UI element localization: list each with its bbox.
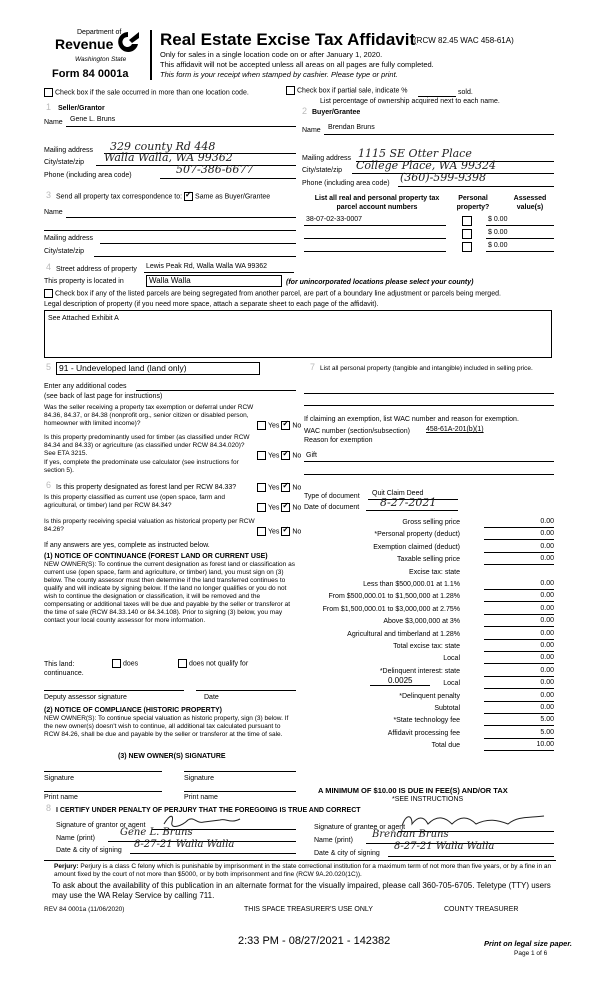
parcel-line-3: [304, 251, 446, 252]
notice-continuance-body: NEW OWNER(S): To continue the current designation as forest land or classification as current use (open space, farm and agriculture, or timber) land, you must sign on (3) below. The county assessor must then determine if the land transferred continues to qualify and will indicate by signing below. If the land no longer qualifies or you do not wish to continue the designation or classification, it will be removed and the compensating or additional taxes will be due and payable by the seller or transferor at the time of sale (RCW 84.33.140 or 84.34.108). Prior to signing (3) below, you may contact your local county assessor for more information.: [44, 561, 295, 624]
calc-row-value[interactable]: 0.00: [540, 617, 554, 625]
calc-row-label: Gross selling price: [402, 519, 460, 526]
exemption-reason[interactable]: Gift: [306, 452, 317, 459]
seller-name-line: [66, 126, 296, 127]
seller-heading: Seller/Grantor: [58, 105, 105, 112]
calc-row-value[interactable]: 0.00: [540, 542, 554, 550]
value-line-3: [486, 251, 554, 252]
see-instructions: *SEE INSTRUCTIONS: [392, 796, 464, 803]
calc-row-value[interactable]: 0.00: [540, 518, 554, 525]
county-treasurer: COUNTY TREASURER: [444, 906, 519, 913]
section-8-number: 8: [46, 803, 52, 813]
section-2-number: 2: [302, 106, 308, 116]
grantor-date-label: Date & city of signing: [56, 847, 122, 854]
personal-property-checkbox-3[interactable]: [462, 242, 472, 252]
calc-row-line: [484, 589, 554, 590]
buyer-mailing[interactable]: 1115 SE Otter Place: [358, 147, 472, 160]
calc-row-line: [484, 676, 554, 677]
reason-label: Reason for exemption: [304, 437, 373, 444]
calc-local-value[interactable]: 0.00: [540, 654, 554, 662]
calc-row-label: *Personal property (deduct): [374, 531, 460, 539]
calc-row-label: *Delinquent penalty: [399, 692, 460, 700]
grantor-date-line: [130, 853, 296, 854]
same-as-buyer-checkbox[interactable]: [184, 192, 193, 201]
calc-row-line: [484, 750, 554, 751]
calc-row-label: *Delinquent interest: state: [379, 667, 460, 675]
does-not-qualify-checkbox[interactable]: [178, 659, 187, 668]
calc-row-value[interactable]: 0.00: [540, 666, 554, 674]
new-owner-sig-heading: (3) NEW OWNER(S) SIGNATURE: [118, 753, 226, 760]
pct-note: List percentage of ownership acquired next to each name.: [320, 98, 500, 105]
segregated-checkbox[interactable]: [44, 289, 53, 298]
doc-date-label: Date of document: [304, 504, 360, 511]
seller-mailing[interactable]: 329 county Rd 448: [110, 140, 216, 153]
historic-answer: Yes ✓ No: [257, 527, 301, 536]
street-label: Street address of property: [56, 266, 137, 273]
buyer-city[interactable]: College Place, WA 99324: [356, 159, 496, 172]
calc-row-line: [484, 552, 554, 553]
grantee-sig-label: Signature of grantee or agent: [314, 824, 406, 831]
owner-sig-line-1: [44, 771, 162, 772]
land-use-select[interactable]: 91 - Undeveloped land (land only): [56, 362, 260, 375]
calc-row-value[interactable]: 10.00: [536, 741, 554, 749]
owner-sig-label-2: Signature: [184, 775, 214, 782]
deputy-date-line: [196, 690, 296, 691]
partial-sold-label: sold.: [458, 89, 473, 96]
header-sub1: Only for sales in a single location code on or after January 1, 2020.: [160, 50, 383, 59]
calc-row-line: [484, 713, 554, 714]
section7-line-2: [304, 405, 554, 406]
legal-size-note: Print on legal size paper.: [484, 939, 572, 948]
buyer-name-label: Name: [302, 127, 321, 134]
section-5-number: 5: [46, 362, 52, 372]
calc-row-line: [484, 639, 554, 640]
buyer-name[interactable]: Brendan Bruns: [328, 124, 375, 131]
correspondence-label: Send all property tax correspondence to: ✓ Same as Buyer/Grantee: [56, 192, 270, 201]
calc-row-label: From $500,000.01 to $1,500,000 at 1.28%: [328, 593, 460, 601]
parcel-number-1[interactable]: 38-07-02-33-0007: [306, 216, 363, 223]
header-divider: [150, 30, 152, 80]
forest-question: Is this property designated as forest land per RCW 84.33?: [56, 484, 237, 491]
street-line: [144, 272, 294, 273]
logo-dept: Department of: [77, 29, 122, 36]
owner-print-label-2: Print name: [184, 794, 218, 801]
buyer-phone-label: Phone (including area code): [302, 180, 390, 187]
doc-type[interactable]: Quit Claim Deed: [372, 490, 424, 497]
grantee-name[interactable]: Brendan Bruns: [372, 829, 449, 840]
notice-continuance-heading: (1) NOTICE OF CONTINUANCE (FOREST LAND OR CURRENT USE): [44, 553, 268, 560]
calc-row-line: [484, 725, 554, 726]
calc-row-line: [484, 527, 554, 528]
minimum-due: A MINIMUM OF $10.00 IS DUE IN FEE(S) AND/OR TAX: [318, 786, 508, 795]
corr-name-line: [66, 217, 296, 218]
seller-phone[interactable]: 507-386-6677: [176, 163, 254, 176]
calc-local-line: [484, 663, 554, 664]
legal-label: Legal description of property (if you need more space, attach a separate sheet to each page of the affidavit).: [44, 301, 379, 308]
deputy-sig-label: Deputy assessor signature: [44, 694, 127, 701]
personal-property-checkbox-2[interactable]: [462, 229, 472, 239]
calc-row-line: [484, 601, 554, 602]
buyer-city-label: City/state/zip: [302, 167, 343, 174]
calc-row-value[interactable]: 0.00: [540, 691, 554, 699]
form-title: Real Estate Excise Tax Affidavit: [160, 30, 416, 49]
codes-instr: (see back of last page for instructions): [44, 393, 163, 400]
seller-mailing-label: Mailing address: [44, 147, 94, 154]
additional-codes-label: Enter any additional codes: [44, 383, 127, 390]
street-address[interactable]: Lewis Peak Rd, Walla Walla WA 99362: [146, 263, 267, 270]
value-line-2: [486, 238, 554, 239]
seller-name[interactable]: Gene L. Bruns: [70, 116, 116, 123]
seller-city[interactable]: Walla Walla, WA 99362: [104, 151, 233, 164]
current-use-question: Is this property classified as current use (open space, farm and agricultural, or timber) land per RCW 84.34?: [44, 494, 226, 509]
multi-location-check[interactable]: Check box if the sale occurred in more than one location code.: [44, 88, 249, 97]
q2-answer: Yes ✓ No: [257, 451, 301, 460]
rev-number: REV 84 0001a (11/06/2020): [44, 906, 125, 913]
calc-row-value[interactable]: 0.00: [540, 580, 554, 587]
calc-row-value[interactable]: 0.00: [540, 530, 554, 538]
calc-row-label: Less than $500,000.01 at 1.1%: [363, 581, 460, 588]
parcel-line-1: [304, 225, 446, 226]
assessed-value-2[interactable]: $ 0.00: [488, 229, 508, 236]
historic-question: Is this property receiving special valuation as historical property per RCW 84.26?: [44, 518, 255, 533]
parcel-col1: List all real and personal property tax parcel account numbers: [314, 195, 440, 211]
partial-sale-check[interactable]: Check box if partial sale, indicate %: [286, 86, 408, 95]
section-4-number: 4: [46, 262, 52, 272]
current-use-no-checkbox[interactable]: [281, 503, 290, 512]
deputy-date-label: Date: [204, 694, 219, 701]
partial-sale-checkbox[interactable]: [286, 86, 295, 95]
calc-row-value[interactable]: 0.00: [540, 704, 554, 711]
calc-row-line: [484, 651, 554, 652]
calc-row-label: Total due: [431, 742, 460, 750]
notice-compliance-heading: (2) NOTICE OF COMPLIANCE (HISTORIC PROPERTY): [44, 707, 222, 714]
grantee-date-line: [388, 856, 554, 857]
wac-label: WAC number (section/subsection): [304, 428, 410, 435]
reason-line-1: [304, 461, 554, 462]
buyer-mailing-label: Mailing address: [302, 155, 352, 162]
calc-row-value[interactable]: 0.00: [540, 555, 554, 563]
corr-mailing-line: [100, 243, 296, 244]
perjury-notice: Perjury: Perjury is a class C felony which is punishable by imprisonment in the state correctional institution for a maximum term of not more than five years, or by a fine in an amount fixed by the court of not more than $5000, or by both imprisonment and fine (RCW 9A.20.020(1C)).: [54, 863, 552, 878]
calc-row-label: Local: [443, 680, 460, 688]
does-check: does: [112, 659, 138, 668]
corr-mailing-label: Mailing address: [44, 235, 94, 242]
local-rate[interactable]: 0.0025: [388, 676, 413, 685]
historic-no-checkbox[interactable]: [281, 527, 290, 536]
doc-type-label: Type of document: [304, 493, 360, 500]
parcel-col2: Personal property?: [456, 195, 490, 211]
corr-name-line2: [44, 230, 296, 231]
forest-answer: Yes ✓ No: [257, 483, 301, 492]
calc-row-line: [484, 738, 554, 739]
forest-no-checkbox[interactable]: [281, 483, 290, 492]
exemption-question: Was the seller receiving a property tax exemption or deferral under RCW 84.36, 84.37, or 84.38 (nonprofit org., senior citizen or disabled person, homeowner with limited income)?: [44, 404, 254, 427]
section-3-number: 3: [46, 190, 52, 200]
buyer-heading: Buyer/Grantee: [312, 109, 361, 116]
logo-state: Washington State: [75, 56, 127, 63]
reason-line-2: [304, 474, 554, 475]
additional-codes-line: [136, 390, 296, 391]
page-number: Page 1 of 6: [514, 950, 548, 957]
located-label: This property is located in: [44, 278, 124, 285]
calc-row-value[interactable]: 0.00: [540, 642, 554, 649]
seller-name-label: Name: [44, 119, 63, 126]
doc-date[interactable]: 8-27-2021: [380, 496, 437, 509]
calc-row-line: [484, 688, 554, 689]
q1-yes-checkbox[interactable]: [257, 421, 266, 430]
calc-row-line: [484, 539, 554, 540]
calc-row-label: Affidavit processing fee: [387, 729, 460, 737]
buyer-phone-line: [398, 186, 554, 187]
owner-sig-label-1: Signature: [44, 775, 74, 782]
section-7-number: 7: [310, 362, 316, 372]
wac-number[interactable]: 458-61A-201(b)(1): [426, 426, 484, 433]
calc-row-label: From $1,500,000.01 to $3,000,000 at 2.75%: [322, 605, 460, 613]
timber-if-yes: If yes, complete the predominate use calculator (see instructions for section 5).: [44, 459, 239, 474]
local-rate-line: [370, 685, 430, 686]
parcel-col3: Assessed value(s): [513, 195, 547, 211]
owner-print-line-1: [44, 791, 162, 792]
continuance-label: continuance.: [44, 670, 84, 677]
owner-print-label-1: Print name: [44, 794, 78, 801]
exemption-label: If claiming an exemption, list WAC number and reason for exemption.: [304, 416, 519, 423]
q2-yes-checkbox[interactable]: [257, 451, 266, 460]
section-1-number: 1: [46, 102, 52, 112]
section7-line-1: [304, 393, 554, 394]
calc-row-label: Total excise tax: state: [393, 643, 460, 650]
header-sub2: This affidavit will not be accepted unless all areas on all pages are fully completed.: [160, 60, 434, 69]
calc-local-label: Local: [443, 655, 460, 663]
calc-row-label: *State technology fee: [393, 717, 460, 725]
current-use-answer: Yes ✓ No: [257, 503, 301, 512]
grantee-name-label: Name (print): [314, 837, 353, 844]
personal-property-checkbox-1[interactable]: [462, 216, 472, 226]
alt-format-notice: To ask about the availability of this publication in an alternate format for the visually impaired, please call 360-705-6705. Teletype (TTY) users may use the WA Relay Service by calling 711.: [52, 881, 551, 900]
buyer-phone[interactable]: (360)-599-9398: [400, 171, 487, 184]
seller-phone-line: [160, 178, 296, 179]
calc-row-value[interactable]: 0.00: [540, 679, 554, 687]
receipt-stamp: 2:33 PM - 08/27/2021 - 142382: [238, 935, 391, 947]
calc-row-value[interactable]: 0.00: [540, 629, 554, 637]
notice-compliance-body: NEW OWNER(S): To continue special valuation as historic property, sign (3) below. If the new owner(s) doesn't wish to continue, all additional tax calculated pursuant to RCW 84.26, shall be due and payable by the seller or transferor at the time of sale.: [44, 715, 289, 738]
assessed-value-1[interactable]: $ 0.00: [488, 216, 508, 223]
buyer-name-line: [324, 134, 554, 135]
corr-city-line: [94, 256, 296, 257]
calc-row-value[interactable]: 5.00: [540, 716, 554, 724]
value-line-1: [486, 225, 554, 226]
footer-divider: [44, 860, 556, 861]
multi-location-checkbox[interactable]: [44, 88, 53, 97]
calc-row-label: Above $3,000,000 at 3%: [383, 618, 460, 626]
does-not-check: does not qualify for: [178, 659, 248, 668]
calc-row-label: Excise tax: state: [409, 568, 460, 576]
assessed-value-3[interactable]: $ 0.00: [488, 242, 508, 249]
calc-row-value[interactable]: 5.00: [540, 728, 554, 736]
calc-row-label: Taxable selling price: [396, 556, 460, 564]
calc-row-value[interactable]: 0.00: [540, 604, 554, 612]
q1-answer: Yes ✓ No: [257, 421, 301, 430]
owner-print-line-2: [184, 791, 296, 792]
section-6-number: 6: [46, 480, 52, 490]
grantor-sig-label: Signature of grantor or agent: [56, 822, 146, 829]
logo-emblem-icon: [115, 30, 141, 54]
corr-city-label: City/state/zip: [44, 248, 85, 255]
doc-date-line: [366, 510, 458, 511]
grantor-date[interactable]: 8-27-21 Walla Walla: [134, 839, 235, 850]
owner-sig-line-2: [184, 771, 296, 772]
calc-row-label: Exemption claimed (deduct): [373, 543, 460, 551]
certify-statement: I CERTIFY UNDER PENALTY OF PERJURY THAT THE FOREGOING IS TRUE AND CORRECT: [56, 807, 361, 814]
personal-property-label: List all personal property (tangible and intangible) included in selling price.: [320, 365, 533, 372]
form-number: Form 84 0001a: [52, 68, 129, 80]
calc-row-line: [484, 564, 554, 565]
forest-yes-checkbox[interactable]: [257, 483, 266, 492]
treasurer-use: THIS SPACE TREASURER'S USE ONLY: [244, 906, 373, 913]
logo-revenue: Revenue: [55, 36, 114, 52]
grantor-name-label: Name (print): [56, 835, 95, 842]
corr-name-label: Name: [44, 209, 63, 216]
located-select[interactable]: Walla Walla: [146, 275, 282, 287]
uninc-note: (for unincorporated locations please select your county): [286, 279, 474, 286]
calc-row-label: Agricultural and timberland at 1.28%: [347, 630, 460, 638]
calc-row-line: [484, 701, 554, 702]
header-sub3: This form is your receipt when stamped by cashier. Please type or print.: [160, 70, 398, 79]
does-qualify-checkbox[interactable]: [112, 659, 121, 668]
grantee-date-label: Date & city of signing: [314, 850, 380, 857]
if-yes-note: If any answers are yes, complete as instructed below.: [44, 542, 210, 549]
segregated-check[interactable]: Check box if any of the listed parcels are being segregated from another parcel, are part of a boundary line adjustment or parcels being merged.: [44, 289, 501, 298]
calc-row-line: [484, 614, 554, 615]
this-land-label: This land:: [44, 661, 75, 668]
historic-yes-checkbox[interactable]: [257, 527, 266, 536]
calc-row-label: Subtotal: [434, 705, 460, 712]
seller-phone-label: Phone (including area code): [44, 172, 132, 179]
parcel-line-2: [304, 238, 446, 239]
grantee-date[interactable]: 8-27-21 Walla Walla: [394, 841, 495, 852]
calc-row-value[interactable]: 0.00: [540, 592, 554, 600]
current-use-yes-checkbox[interactable]: [257, 503, 266, 512]
q2-no-checkbox[interactable]: [281, 451, 290, 460]
q1-no-checkbox[interactable]: [281, 421, 290, 430]
grantor-name[interactable]: Gene L. Bruns: [120, 827, 193, 838]
calc-row-line: [484, 626, 554, 627]
seller-city-label: City/state/zip: [44, 159, 85, 166]
timber-question: Is this property predominantly used for timber (as classified under RCW 84.34 and 84.33) or agriculture (as classified under RCW 84.34.020)? See ETA 3215.: [44, 434, 250, 457]
deputy-sig-line: [44, 690, 184, 691]
legal-description-field[interactable]: See Attached Exhibit A: [44, 310, 552, 358]
form-rcw: (RCW 82.45 WAC 458-61A): [414, 36, 514, 45]
